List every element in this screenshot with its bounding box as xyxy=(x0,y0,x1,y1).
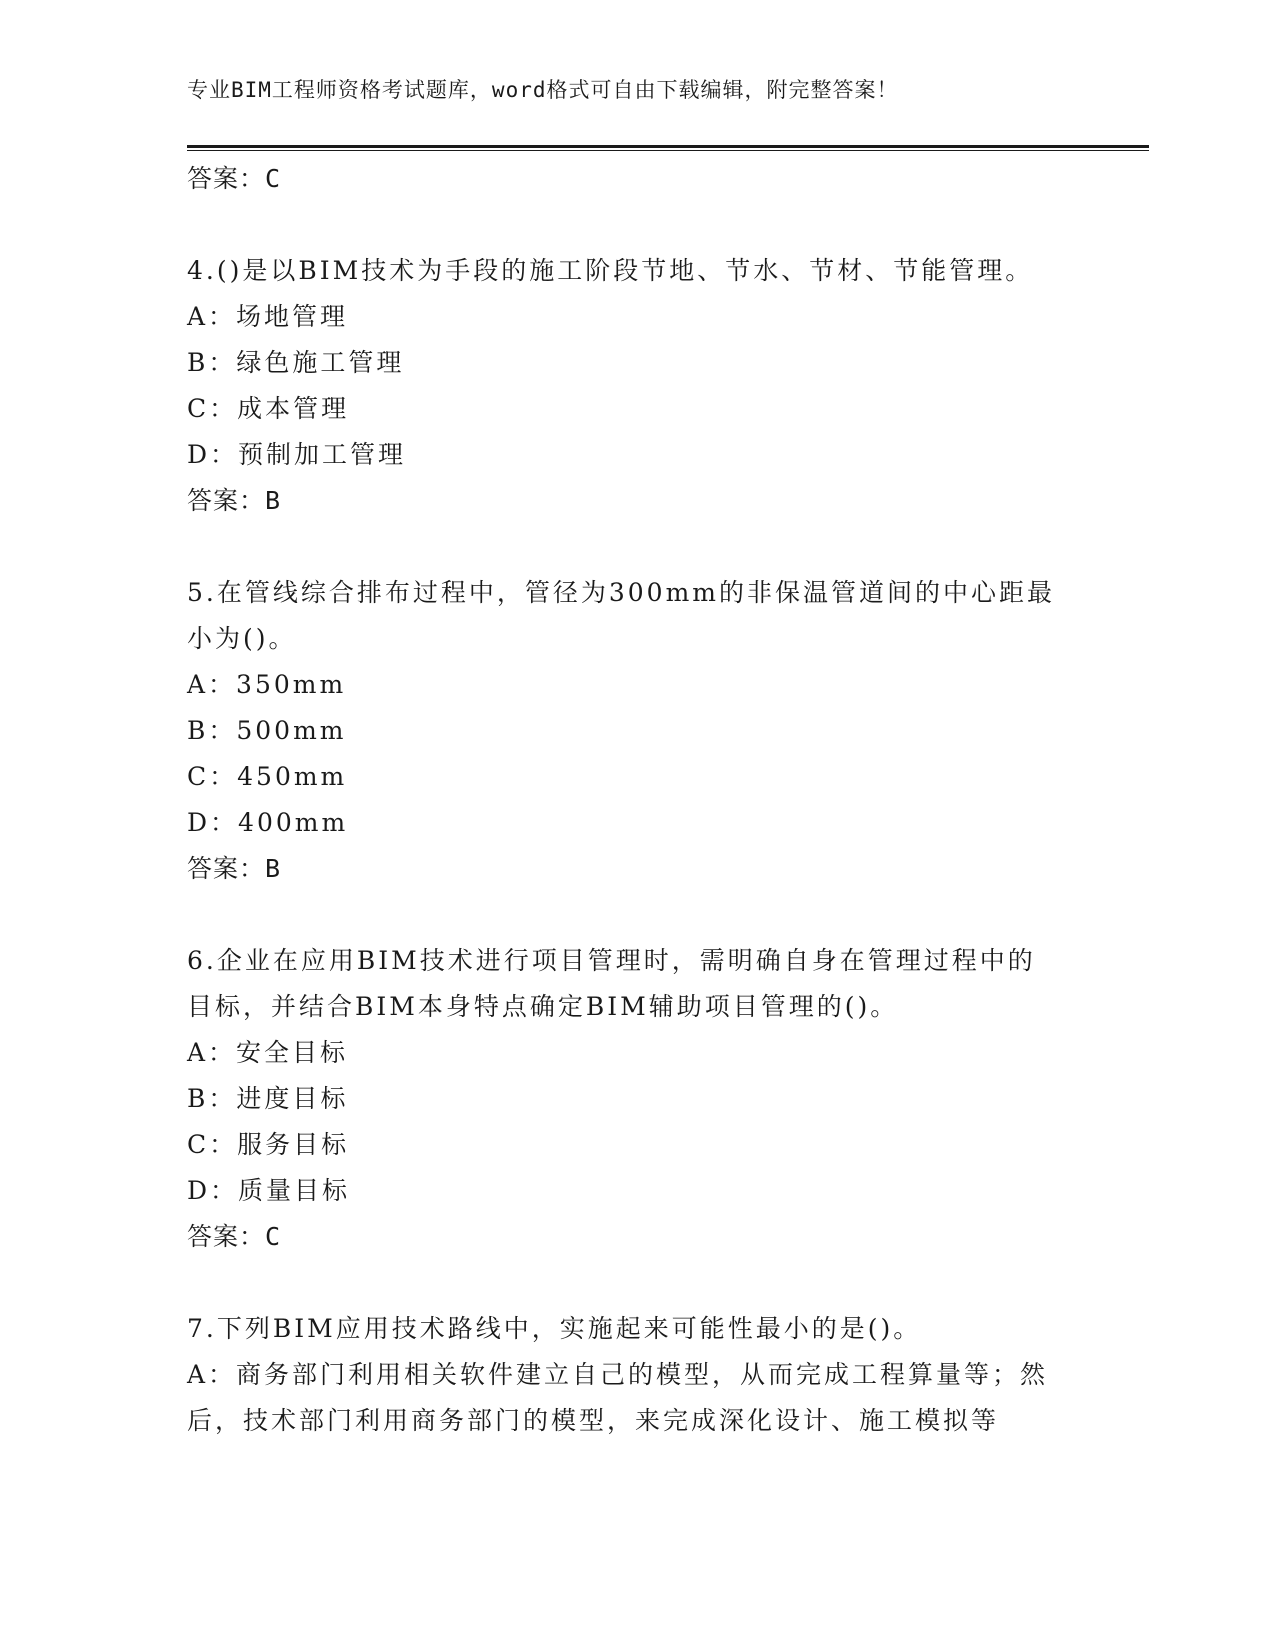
question-block-7 xyxy=(187,1306,1087,1444)
option-b: B：绿色施工管理 xyxy=(187,348,405,377)
question-text: 6.企业在应用BIM技术进行项目管理时，需明确自身在管理过程中的 xyxy=(187,946,1036,975)
option-d: D：预制加工管理 xyxy=(187,440,407,469)
option-a-continued: 后，技术部门利用商务部门的模型，来完成深化设计、施工模拟等 xyxy=(187,1406,1000,1435)
header-rule-thick xyxy=(187,145,1149,148)
option-a: A：350mm xyxy=(187,670,347,699)
answer-line: 答案：B xyxy=(187,486,282,515)
spacer xyxy=(187,1260,1087,1306)
option-a: A：场地管理 xyxy=(187,302,349,331)
spacer xyxy=(187,202,1087,248)
header-rule-thin xyxy=(187,150,1149,151)
option-c: C：成本管理 xyxy=(187,394,350,423)
question-block-6 xyxy=(187,938,1087,1260)
spacer xyxy=(187,892,1087,938)
option-b: B：进度目标 xyxy=(187,1084,349,1113)
question-text-continued: 小为()。 xyxy=(187,624,297,653)
exam-content xyxy=(187,156,1087,1444)
option-a: A：商务部门利用相关软件建立自己的模型，从而完成工程算量等；然 xyxy=(187,1360,1049,1389)
option-b: B：500mm xyxy=(187,716,347,745)
option-d: D：质量目标 xyxy=(187,1176,351,1205)
answer-line: 答案：B xyxy=(187,854,282,883)
question-text: 7.下列BIM应用技术路线中，实施起来可能性最小的是()。 xyxy=(187,1314,922,1343)
option-c: C：服务目标 xyxy=(187,1130,350,1159)
question-text: 5.在管线综合排布过程中，管径为300mm的非保温管道间的中心距最 xyxy=(187,578,1055,607)
question-block-4 xyxy=(187,248,1087,524)
option-c: C：450mm xyxy=(187,762,348,791)
option-a: A：安全目标 xyxy=(187,1038,349,1067)
answer-line: 答案：C xyxy=(187,1222,282,1251)
answer-line: 答案：C xyxy=(187,164,282,193)
question-text-continued: 目标，并结合BIM本身特点确定BIM辅助项目管理的()。 xyxy=(187,992,899,1021)
question-text: 4.()是以BIM技术为手段的施工阶段节地、节水、节材、节能管理。 xyxy=(187,256,1034,285)
option-d: D：400mm xyxy=(187,808,349,837)
spacer xyxy=(187,524,1087,570)
page-header: 专业BIM工程师资格考试题库，word格式可自由下载编辑，附完整答案！ xyxy=(187,78,899,102)
question-block-5 xyxy=(187,570,1087,892)
